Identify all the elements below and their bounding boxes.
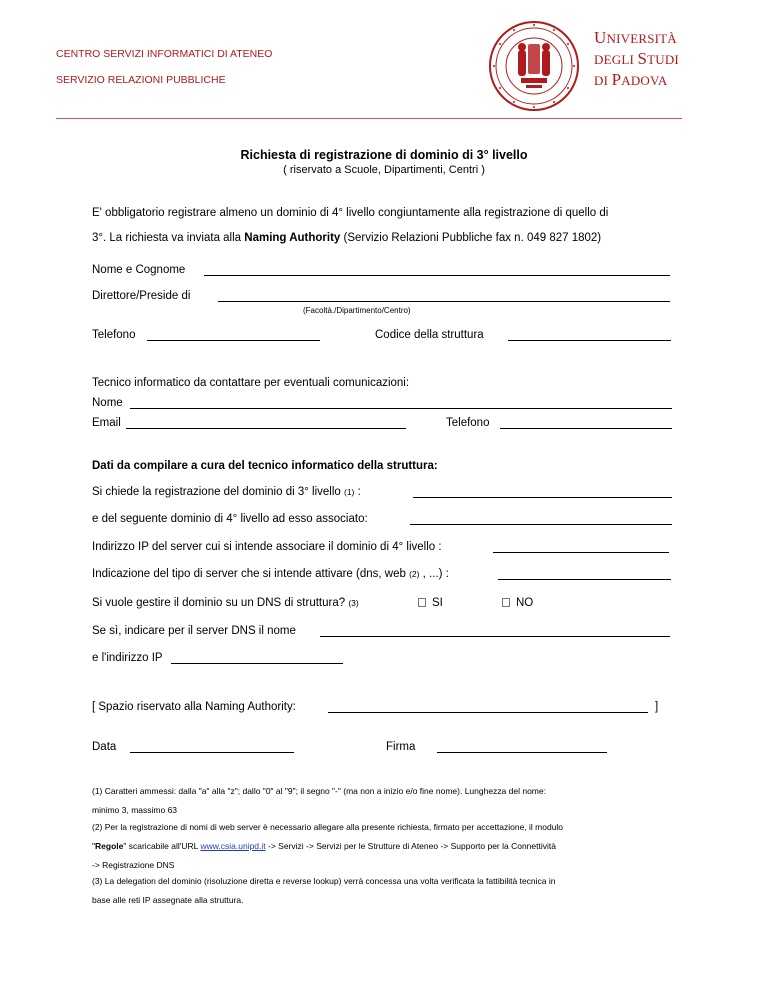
form-subtitle: ( riservato a Scuole, Dipartimenti, Centri ) bbox=[283, 164, 485, 176]
nome-cognome-label: Nome e Cognome bbox=[92, 264, 186, 276]
dominio-4-field[interactable] bbox=[410, 524, 672, 525]
university-seal-icon bbox=[488, 20, 580, 112]
tecnico-heading: Tecnico informatico da contattare per eventuali comunicazioni: bbox=[92, 377, 410, 389]
center-name: CENTRO SERVIZI INFORMATICI DI ATENEO bbox=[56, 48, 273, 60]
service-name: SERVIZIO RELAZIONI PUBBLICHE bbox=[56, 74, 226, 86]
intro-line-2: 3°. La richiesta va inviata alla Naming Authority (Servizio Relazioni Pubbliche fax n. 049 827 1802) bbox=[92, 232, 602, 244]
q3-label: Indirizzo IP del server cui si intende associare il dominio di 4° livello : bbox=[92, 541, 442, 553]
direttore-label: Direttore/Preside di bbox=[92, 290, 191, 302]
form-title: Richiesta di registrazione di dominio di 3° livello bbox=[240, 148, 528, 162]
csia-link[interactable]: www.csia.unipd.it bbox=[200, 841, 266, 851]
q1-label: Si chiede la registrazione del dominio di 3° livello (1) : bbox=[92, 486, 361, 498]
reserved-field[interactable] bbox=[328, 712, 648, 713]
q2-label: e del seguente dominio di 4° livello ad esso associato: bbox=[92, 513, 368, 525]
dominio-3-field[interactable] bbox=[413, 497, 672, 498]
tecnico-email-label: Email bbox=[92, 417, 121, 429]
firma-field[interactable] bbox=[437, 752, 607, 753]
q6-label: Se sì, indicare per il server DNS il nome bbox=[92, 625, 296, 637]
q4-label: Indicazione del tipo di server che si intende attivare (dns, web (2) , ...) : bbox=[92, 568, 449, 580]
no-checkbox[interactable] bbox=[502, 598, 510, 607]
header-divider bbox=[56, 118, 682, 119]
telefono-label: Telefono bbox=[92, 329, 136, 341]
ip-server-field[interactable] bbox=[493, 552, 669, 553]
firma-label: Firma bbox=[386, 741, 416, 753]
reserved-close: ] bbox=[655, 701, 659, 713]
si-checkbox[interactable] bbox=[418, 598, 426, 607]
nome-cognome-field[interactable] bbox=[204, 275, 670, 276]
university-logotype: UNIVERSITÀ DEGLI STUDI DI PADOVA bbox=[594, 28, 679, 89]
tecnico-telefono-field[interactable] bbox=[500, 428, 672, 429]
data-field[interactable] bbox=[130, 752, 294, 753]
direttore-note: (Facoltà./Dipartimento/Centro) bbox=[303, 306, 411, 315]
direttore-field[interactable] bbox=[218, 301, 670, 302]
codice-field[interactable] bbox=[508, 340, 671, 341]
dns-ip-field[interactable] bbox=[171, 663, 343, 664]
reserved-label: [ Spazio riservato alla Naming Authority: bbox=[92, 701, 296, 713]
q5-label: Si vuole gestire il dominio su un DNS di struttura? (3) bbox=[92, 597, 359, 609]
footnote-3: (3) La delegation del dominio (risoluzione diretta e reverse lookup) verrà concessa una volta verificata la fattibilità tecnica in base alle reti IP assegnate alla struttura. bbox=[92, 876, 556, 905]
footnote-2: (2) Per la registrazione di nomi di web server è necessario allegare alla presente richiesta, firmato per accettazione, il modulo "Regole" scaricabile all'URL www.csia.unipd.it -> Servizi -> Servizi per le Strutture di Ateneo -> Supporto per la Connettività -> Registrazione DNS bbox=[92, 822, 564, 870]
header-left bbox=[56, 48, 272, 100]
tecnico-nome-field[interactable] bbox=[130, 408, 672, 409]
option-si[interactable]: SI bbox=[418, 597, 443, 609]
codice-label: Codice della struttura bbox=[375, 329, 484, 341]
data-label: Data bbox=[92, 741, 117, 753]
tipo-server-field[interactable] bbox=[498, 579, 671, 580]
tecnico-telefono-label: Telefono bbox=[446, 417, 490, 429]
tecnico-email-field[interactable] bbox=[126, 428, 406, 429]
tech-heading: Dati da compilare a cura del tecnico informatico della struttura: bbox=[92, 460, 438, 472]
footnote-1: (1) Caratteri ammessi: dalla "a" alla "z"; dallo "0" al "9"; il segno "-" (ma non a inizio e/o fine nome). Lunghezza del nome: minimo 3, massimo 63 bbox=[92, 786, 546, 815]
dns-nome-field[interactable] bbox=[320, 636, 670, 637]
tecnico-nome-label: Nome bbox=[92, 397, 123, 409]
q7-label: e l'indirizzo IP bbox=[92, 652, 163, 664]
telefono-field[interactable] bbox=[147, 340, 320, 341]
option-no[interactable]: NO bbox=[502, 597, 533, 609]
intro-line-1: E' obbligatorio registrare almeno un dominio di 4° livello congiuntamente alla registrazione di quello di bbox=[92, 207, 609, 219]
